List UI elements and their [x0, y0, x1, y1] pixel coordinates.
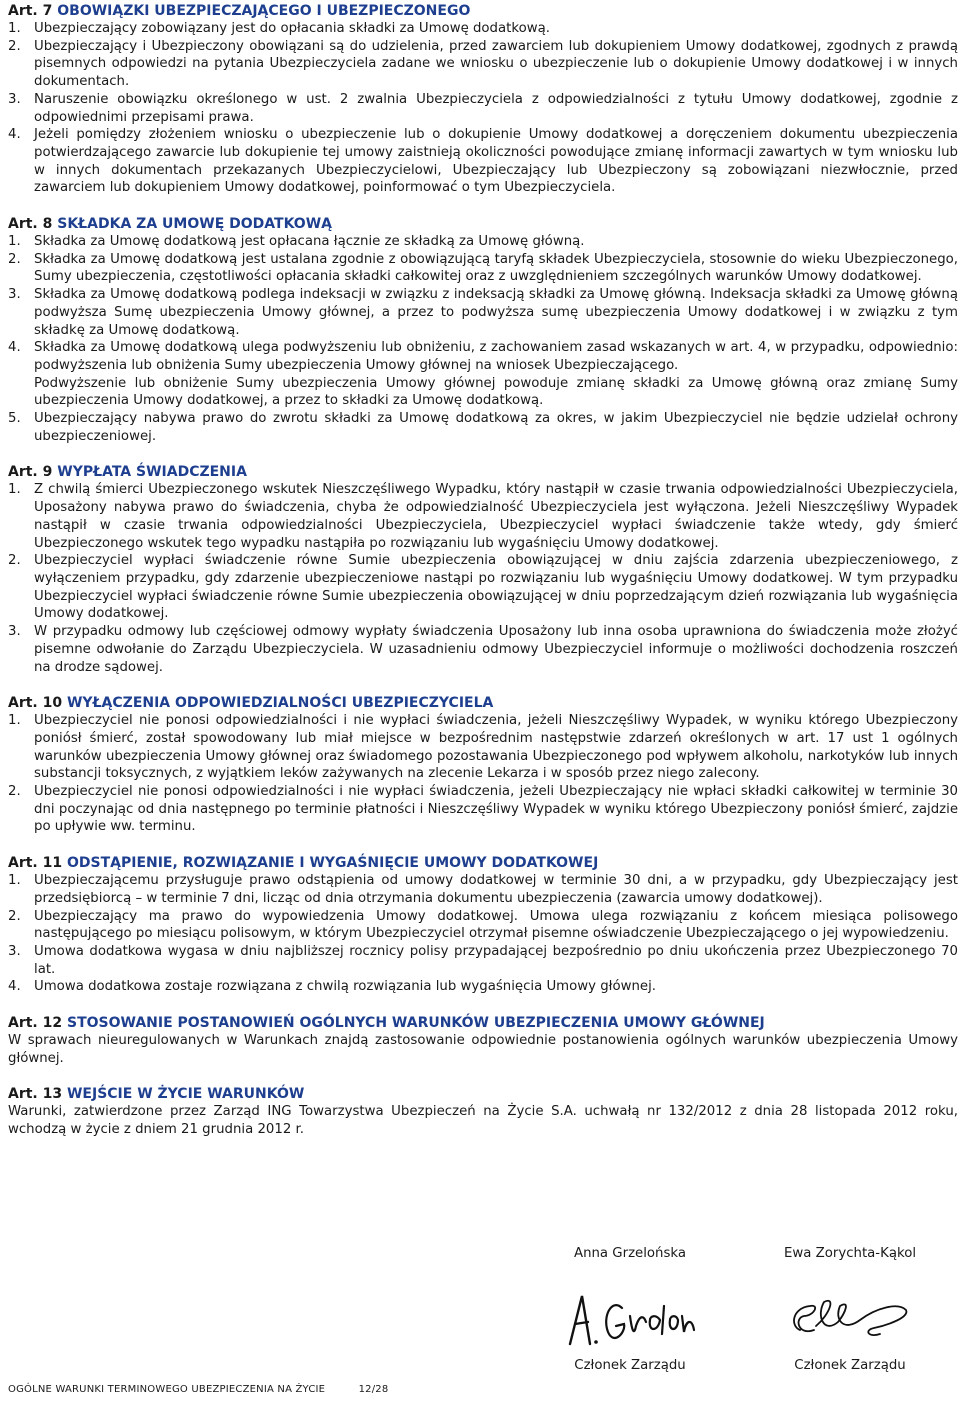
item-paragraph: Ubezpieczyciel nie ponosi odpowiedzialności i nie wypłaci świadczenia, jeżeli Nieszczęśliwy Wypadek, w wyniku którego Ubezpieczony poniósł śmierć, został spowodowany lub miał miejsce w bezpośrednim następstwie zdarzeń określonych w art. 17 ust 1 ogólnych warunków ubezpieczenia Umowy głównej oraz świadomego pozostawania Ubezpieczonego pod wpływem alkoholu, narkotyków lub innych substancji toksycznych, z wyjątkiem leków zażywanych na zlecenie Lekarza i w sposób przez niego zalecony. — [34, 713, 958, 782]
item-number: 1. — [8, 21, 21, 36]
item-paragraph: Ubezpieczyciel wypłaci świadczenie równe Sumie ubezpieczenia obowiązującej w dniu zajścia zdarzenia ubezpieczeniowego, z wyłączeniem przypadku, gdy zdarzenie ubezpieczeniowe nastąpi po rozwiązaniu lub wygaśnięciu Umowy dodatkowej. W tym przypadku Ubezpieczyciel wypłaci świadczenie równe Sumie ubezpieczenia obowiązującej w dniu poprzedzającym dzień rozwiązania lub wygaśnięcia Umowy dodatkowej. — [34, 553, 958, 622]
page-footer — [8, 1384, 418, 1395]
document-page — [8, 2, 958, 1157]
list-item — [8, 91, 958, 126]
item-body — [34, 552, 958, 623]
article-title: STOSOWANIE POSTANOWIEŃ OGÓLNYCH WARUNKÓW UBEZPIECZENIA UMOWY GŁÓWNEJ — [66, 1015, 765, 1032]
article-text: W sprawach nieuregulowanych w Warunkach znajdą zastosowanie odpowiednie postanowienia ogólnych warunków ubezpieczenia Umowy głównej. — [8, 1033, 958, 1066]
list-item — [8, 251, 958, 286]
article-items — [8, 20, 958, 197]
item-paragraph: Z chwilą śmierci Ubezpieczonego wskutek Nieszczęśliwego Wypadku, który nastąpił w czasie trwania odpowiedzialności Ubezpieczyciela, Uposażony nabywa prawo do świadczenia, chyba że odpowiedzialność Ubezpieczyciela jest wyłączona. Jeżeli Nieszczęśliwy Wypadek nastąpił w czasie trwania odpowiedzialności Ubezpieczyciela, Ubezpieczyciel wypłaci świadczenie także wtedy, gdy śmierć Ubezpieczonego wskutek tego wypadku nastąpiła po rozwiązaniu lub wygaśnięciu Umowy dodatkowej. — [34, 482, 958, 551]
article-items — [8, 712, 958, 836]
article-title: SKŁADKA ZA UMOWĘ DODATKOWĄ — [57, 216, 332, 233]
article-number: Art. 8 — [8, 216, 53, 233]
item-number: 4. — [8, 340, 21, 356]
item-paragraph: Naruszenie obowiązku określonego w ust. 2 zwalnia Ubezpieczyciela z odpowiedzialności z tytułu Umowy dodatkowej, zgodnie z odpowiednimi przepisami prawa. — [34, 91, 958, 125]
item-number: 4. — [8, 979, 21, 995]
article-number: Art. 10 — [8, 695, 63, 712]
item-number: 3. — [8, 943, 21, 959]
article-7 — [8, 2, 958, 197]
item-paragraph: Składka za Umowę dodatkową podlega indeksacji w związku z indeksacją składki za Umowę główną. Indeksacja składki za Umowę główną podwyższa Sumę ubezpieczenia Umowy głównej, a przez to podwyższa sumę ubezpieczenia Umowy dodatkowej i w związku z tym składkę za Umowę dodatkową. — [34, 287, 958, 338]
item-number: 2. — [8, 38, 21, 54]
item-number: 4. — [8, 127, 21, 143]
item-body — [34, 410, 958, 445]
list-item — [8, 978, 958, 996]
item-paragraph: Ubezpieczający ma prawo do wypowiedzenia Umowy dodatkowej. Umowa ulega rozwiązaniu z końcem miesiąca polisowego następującego po miesiącu polisowym, w którym Ubezpieczyciel otrzymał pisemne oświadczenie Ubezpieczającego o jej wypowiedzeniu. — [34, 908, 958, 942]
item-body — [34, 20, 958, 38]
item-body — [34, 978, 958, 996]
article-12 — [8, 1014, 958, 1067]
item-number: 2. — [8, 553, 21, 569]
footer-page-number: 12/28 — [358, 1384, 389, 1395]
item-number: 3. — [8, 287, 21, 303]
article-heading — [8, 215, 958, 233]
article-items — [8, 872, 958, 996]
item-body — [34, 481, 958, 552]
article-title: WYŁĄCZENIA ODPOWIEDZIALNOŚCI UBEZPIECZYCIELA — [66, 695, 494, 712]
item-paragraph: Podwyższenie lub obniżenie Sumy ubezpieczenia Umowy głównej powoduje zmianę składki za Umowę główną oraz zmianę Sumy ubezpieczenia Umowy dodatkowej, a przez to składki za Umowę dodatkową. — [34, 375, 958, 409]
item-body — [34, 233, 958, 251]
item-paragraph: Ubezpieczający nabywa prawo do zwrotu składki za Umowę dodatkową za okres, w jakim Ubezpieczyciel nie będzie udzielał ochrony ubezpieczeniowej. — [34, 411, 958, 444]
list-item — [8, 552, 958, 623]
list-item — [8, 126, 958, 197]
article-number: Art. 12 — [8, 1015, 63, 1032]
list-item — [8, 410, 958, 445]
item-number: 2. — [8, 908, 21, 924]
item-body — [34, 783, 958, 836]
item-number: 3. — [8, 91, 21, 107]
item-body — [34, 91, 958, 126]
article-number: Art. 11 — [8, 855, 63, 872]
list-item — [8, 339, 958, 410]
list-item — [8, 908, 958, 943]
item-body — [34, 339, 958, 410]
item-body — [34, 126, 958, 197]
handwritten-signature-1 — [560, 1286, 700, 1351]
article-number: Art. 9 — [8, 464, 53, 481]
item-body — [34, 712, 958, 783]
article-title: WYPŁATA ŚWIADCZENIA — [57, 464, 247, 481]
list-item — [8, 286, 958, 339]
item-number: 5. — [8, 411, 21, 427]
item-number: 2. — [8, 251, 21, 267]
item-paragraph: Umowa dodatkowa zostaje rozwiązana z chwilą rozwiązania lub wygaśnięcia Umowy głównej. — [34, 979, 656, 995]
item-paragraph: Składka za Umowę dodatkową ulega podwyższeniu lub obniżeniu, z zachowaniem zasad wskazanych w art. 4, w przypadku, odpowiednio: podwyższenia lub obniżenia Sumy ubezpieczenia Umowy głównej na wniosek Ubezpieczającego. — [34, 340, 958, 373]
article-number: Art. 7 — [8, 3, 53, 19]
article-heading — [8, 1014, 958, 1032]
list-item — [8, 233, 958, 251]
item-body — [34, 943, 958, 978]
item-paragraph: Ubezpieczającemu przysługuje prawo odstąpienia od umowy dodatkowej w terminie 30 dni, a w przypadku, gdy Ubezpieczający jest przedsiębiorcą – w terminie 7 dni, licząc od dnia otrzymania dokumentu ubezpieczenia (zawarcia umowy dodatkowej). — [34, 873, 958, 906]
article-items — [8, 233, 958, 445]
item-number: 3. — [8, 624, 21, 640]
signatory-name: Ewa Zorychta-Kąkol — [783, 1246, 917, 1261]
article-11 — [8, 854, 958, 996]
item-paragraph: Jeżeli pomiędzy złożeniem wniosku o ubezpieczenie lub o dokupienie Umowy dodatkowej a doręczeniem dokumentu ubezpieczenia potwierdzającego zawarcie lub dokupienie tej umowy zaistnieją okoliczności powodujące zmianę informacji zawartych w tym wniosku lub w innych dokumentach przekazanych Ubezpieczycielowi, Ubezpieczający lub Ubezpieczony są zobowiązani niezwłocznie, przed zawarciem lub dokupieniem Umowy dodatkowej, poinformować o tym Ubezpieczyciela. — [34, 127, 958, 196]
signatory-role: Członek Zarządu — [574, 1358, 686, 1373]
list-item — [8, 38, 958, 91]
article-9 — [8, 463, 958, 676]
item-number: 2. — [8, 784, 21, 800]
item-paragraph: W przypadku odmowy lub częściowej odmowy wypłaty świadczenia Uposażony lub inna osoba uprawniona do świadczenia może złożyć pisemne odwołanie do Zarządu Ubezpieczyciela. W uzasadnieniu odmowy Ubezpieczyciel informuje o możliwości dochodzenia roszczeń na drodze sądowej. — [34, 624, 958, 675]
item-body — [34, 623, 958, 676]
article-number: Art. 13 — [8, 1086, 63, 1103]
article-heading — [8, 854, 958, 872]
item-body — [34, 38, 958, 91]
item-paragraph: Ubezpieczający i Ubezpieczony obowiązani są do udzielenia, przed zawarciem lub dokupieniem Umowy dodatkowej, zgodnych z prawdą pisemnych odpowiedzi na pytania Ubezpieczyciela zadane we wniosku o ubezpieczenie lub o dokupienie Umowy dodatkowej i w innych dokumentach. — [34, 38, 958, 90]
item-paragraph: Ubezpieczyciel nie ponosi odpowiedzialności i nie wypłaci świadczenia, jeżeli Ubezpieczający nie wpłaci składki całkowitej w terminie 30 dni poczynając od dnia następnego po terminie płatności i Nieszczęśliwy Wypadek w wyniku którego Ubezpieczony poniósł śmierć, zajdzie po upływie ww. terminu. — [34, 784, 958, 835]
item-paragraph: Umowa dodatkowa wygasa w dniu najbliższej rocznicy polisy przypadającej bezpośrednio po dniu ukończenia przez Ubezpieczonego 70 lat. — [34, 943, 958, 977]
item-paragraph: Składka za Umowę dodatkową jest opłacana łącznie ze składką za Umowę główną. — [34, 234, 585, 250]
signatory-role: Członek Zarządu — [794, 1358, 906, 1373]
item-number: 1. — [8, 234, 21, 250]
item-paragraph: Ubezpieczający zobowiązany jest do opłacania składki za Umowę dodatkową. — [34, 21, 550, 36]
article-heading — [8, 694, 958, 712]
item-number: 1. — [8, 482, 21, 498]
article-title: ODSTĄPIENIE, ROZWIĄZANIE I WYGAŚNIĘCIE UMOWY DODATKOWEJ — [66, 855, 599, 872]
signatures-block — [0, 1246, 950, 1376]
list-item — [8, 783, 958, 836]
article-title: OBOWIĄZKI UBEZPIECZAJĄCEGO I UBEZPIECZONEGO — [57, 3, 471, 19]
article-8 — [8, 215, 958, 445]
item-body — [34, 286, 958, 339]
item-paragraph: Składka za Umowę dodatkową jest ustalana zgodnie z obowiązującą taryfą składek Ubezpieczyciela, stosownie do wieku Ubezpieczonego, Sumy ubezpieczenia, częstotliwości opłacania składki całkowitej oraz z uwzględnieniem szczególnych warunków Umowy dodatkowej. — [34, 251, 958, 285]
list-item — [8, 481, 958, 552]
signatory-name: Anna Grzelońska — [573, 1246, 687, 1261]
article-items — [8, 481, 958, 676]
list-item — [8, 872, 958, 907]
handwritten-signature-2 — [780, 1286, 920, 1351]
article-heading — [8, 1085, 958, 1103]
item-body — [34, 872, 958, 907]
footer-document-title: OGÓLNE WARUNKI TERMINOWEGO UBEZPIECZENIA NA ŻYCIE — [8, 1384, 326, 1395]
item-body — [34, 251, 958, 286]
item-number: 1. — [8, 873, 21, 889]
article-heading — [8, 463, 958, 481]
list-item — [8, 20, 958, 38]
list-item — [8, 623, 958, 676]
item-number: 1. — [8, 713, 21, 729]
article-text: Warunki, zatwierdzone przez Zarząd ING Towarzystwa Ubezpieczeń na Życie S.A. uchwałą nr 132/2012 z dnia 28 listopada 2012 roku, wchodzą w życie z dniem 21 grudnia 2012 r. — [8, 1104, 958, 1138]
item-body — [34, 908, 958, 943]
article-13 — [8, 1085, 958, 1138]
article-title: WEJŚCIE W ŻYCIE WARUNKÓW — [66, 1086, 305, 1103]
article-heading — [8, 2, 958, 20]
list-item — [8, 943, 958, 978]
article-10 — [8, 694, 958, 836]
list-item — [8, 712, 958, 783]
